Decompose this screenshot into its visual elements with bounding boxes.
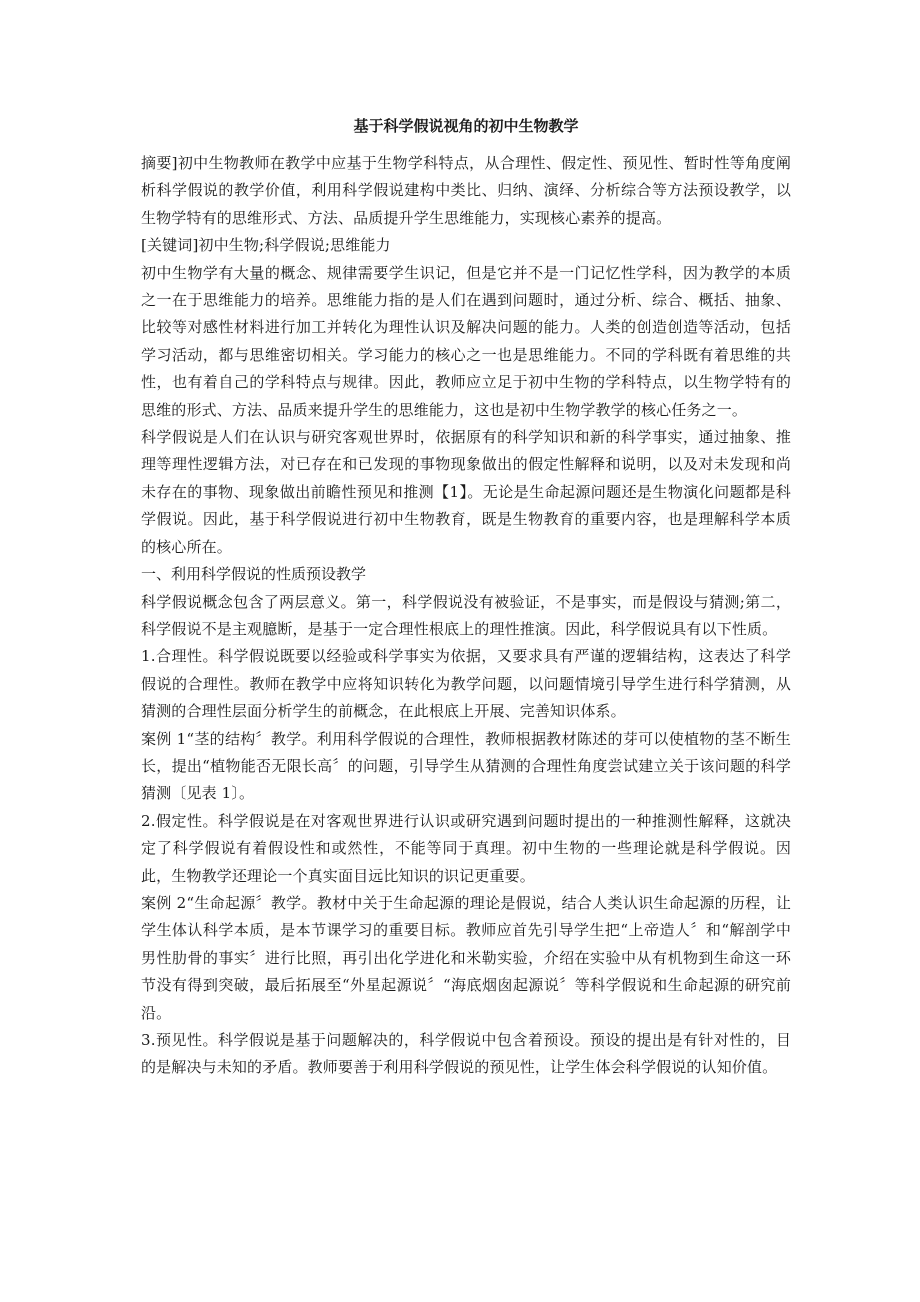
abstract-paragraph: 摘要]初中生物教师在教学中应基于生物学科特点，从合理性、假定性、预见性、暂时性等角度阐析科学假说的教学价值，利用科学假说建构中类比、归纳、演绎、分析综合等方法预设教学，以生物学特有的思维形式、方法、品质提升学生思维能力，实现核心素养的提高。: [141, 154, 791, 227]
property-item-1: 1.合理性。科学假说既要以经验或科学事实为依据，又要求具有严谨的逻辑结构，这表达了科学假说的合理性。教师在教学中应将知识转化为教学问题，以问题情境引导学生进行科学猜测，从猜测的合理性层面分析学生的前概念，在此根底上开展、完善知识体系。: [141, 647, 791, 721]
case-paragraph-1: 案例 1“茎的结构〞教学。利用科学假说的合理性，教师根据教材陈述的芽可以使植物的茎不断生长，提出“植物能否无限长高〞的问题，引导学生从猜测的合理性角度尝试建立关于该问题的科学猜测〔见表 1〕。: [141, 729, 791, 803]
property-item-3: 3.预见性。科学假说是基于问题解决的，科学假说中包含着预设。预设的提出是有针对性的，目的是解决与未知的矛盾。教师要善于利用科学假说的预见性，让学生体会科学假说的认知价值。: [141, 1031, 791, 1077]
keywords-line: [关键词]初中生物;科学假说;思维能力: [141, 236, 391, 255]
body-paragraph: 初中生物学有大量的概念、规律需要学生识记，但是它并不是一门记忆性学科，因为教学的本质之一在于思维能力的培养。思维能力指的是人们在遇到问题时，通过分析、综合、概括、抽象、比较等对感性材料进行加工并转化为理性认识及解决问题的能力。人类的创造创造等活动，包括学习活动，都与思维密切相关。学习能力的核心之一也是思维能力。不同的学科既有着思维的共性，也有着自己的学科特点与规律。因此，教师应立足于初中生物的学科特点，以生物学特有的思维的形式、方法、品质来提升学生的思维能力，这也是初中生物学教学的核心任务之一。: [141, 263, 791, 419]
section-intro-paragraph: 科学假说概念包含了两层意义。第一，科学假说没有被验证，不是事实，而是假设与猜测;第二，科学假说不是主观臆断，是基于一定合理性根底上的理性推演。因此，科学假说具有以下性质。: [141, 592, 791, 638]
document-page: [141, 112, 791, 1082]
body-paragraph: 科学假说是人们在认识与研究客观世界时，依据原有的科学知识和新的科学事实，通过抽象、推理等理性逻辑方法，对已存在和已发现的事物现象做出的假定性解释和说明，以及对未发现和尚未存在的事物、现象做出前瞻性预见和推测【1】。无论是生命起源问题还是生物演化问题都是科学假说。因此，基于科学假说进行初中生物教育，既是生物教育的重要内容，也是理解科学本质的核心所在。: [141, 428, 791, 556]
document-title: 基于科学假说视角的初中生物教学: [353, 117, 579, 135]
property-item-2: 2.假定性。科学假说是在对客观世界进行认识或研究遇到问题时提出的一种推测性解释，这就决定了科学假说有着假设性和或然性，不能等同于真理。初中生物的一些理论就是科学假说。因此，生物教学还理论一个真实面目远比知识的识记更重要。: [141, 811, 791, 885]
section-heading: 一、利用科学假说的性质预设教学: [141, 565, 367, 584]
case-paragraph-2: 案例 2“生命起源〞教学。教材中关于生命起源的理论是假说，结合人类认识生命起源的历程，让学生体认科学本质，是本节课学习的重要目标。教师应首先引导学生把“上帝造人〞和“解剖学中男性肋骨的事实〞进行比照，再引出化学进化和米勒实验，介绍在实验中从有机物到生命这一环节没有得到突破，最后拓展至“外星起源说〞“海底烟囱起源说〞等科学假说和生命起源的研究前沿。: [141, 893, 791, 1022]
